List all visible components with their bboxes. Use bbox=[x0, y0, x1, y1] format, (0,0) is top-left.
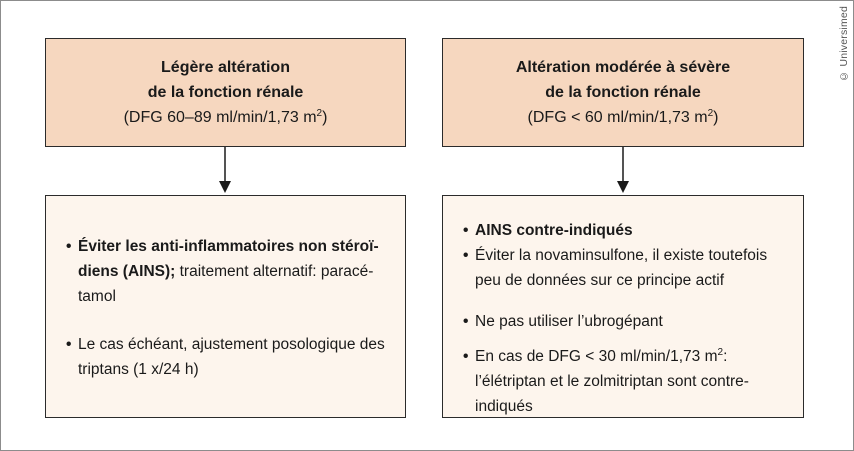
right-item-ubrogepant bbox=[463, 309, 789, 334]
right-item-ains bbox=[463, 218, 789, 243]
right-item-dfg30-post: : l’élétriptan et le zolmitriptan sont contre-indiqués bbox=[475, 348, 749, 415]
left-header-box bbox=[45, 38, 406, 147]
right-header-line3 bbox=[443, 105, 803, 130]
bullet-icon: • bbox=[463, 313, 469, 330]
right-item-ubrogepant-text: Ne pas utiliser l’ubrogépant bbox=[475, 313, 663, 330]
left-header-close: ) bbox=[322, 109, 328, 126]
left-recommendations-box bbox=[45, 195, 406, 418]
right-down-arrow-icon bbox=[616, 147, 630, 195]
left-item-triptans-text: Le cas échéant, ajustement posologique des triptans (1 x/24 h) bbox=[78, 336, 385, 378]
bullet-icon: • bbox=[463, 222, 469, 239]
right-header-line1: Altération modérée à sévère bbox=[515, 59, 731, 76]
right-header-box bbox=[442, 38, 804, 147]
right-item-dfg30-pre: En cas de DFG < 30 ml/min/1,73 m bbox=[475, 348, 718, 365]
bullet-icon: • bbox=[463, 348, 469, 365]
right-header-sup: 2 bbox=[707, 108, 714, 119]
left-header-line1: Légère altération bbox=[161, 59, 290, 76]
right-header-dfg: (DFG < 60 ml/min/1,73 m bbox=[527, 109, 708, 126]
bullet-icon: • bbox=[66, 238, 72, 255]
left-item-nsaid-bold: Éviter les anti-inflammatoires non stéroï-diens (AINS); bbox=[78, 238, 379, 280]
right-item-dfg30-sup: 2 bbox=[717, 347, 724, 358]
left-header-sup: 2 bbox=[316, 108, 323, 119]
left-header-line3 bbox=[46, 105, 405, 130]
bullet-icon: • bbox=[463, 247, 469, 264]
bullet-icon: • bbox=[66, 336, 72, 353]
right-item-novaminsulfone-text: Éviter la novaminsulfone, il existe toutefois peu de données sur ce principe actif bbox=[475, 247, 768, 289]
left-header-line2: de la fonction rénale bbox=[147, 84, 304, 101]
right-item-ains-bold: AINS contre-indiqués bbox=[475, 222, 633, 239]
right-header-line2: de la fonction rénale bbox=[545, 84, 701, 101]
left-item-nsaid-text: traitement alternatif: paracé-tamol bbox=[78, 263, 374, 305]
left-down-arrow-icon bbox=[218, 147, 232, 195]
left-item-nsaid bbox=[66, 234, 391, 309]
left-item-triptans bbox=[66, 332, 391, 382]
copyright-notice: © Universimed bbox=[838, 6, 850, 82]
right-header-close: ) bbox=[713, 109, 719, 126]
right-item-novaminsulfone bbox=[463, 243, 789, 293]
left-header-dfg: (DFG 60–89 ml/min/1,73 m bbox=[123, 109, 317, 126]
right-recommendations-box bbox=[442, 195, 804, 418]
right-item-dfg30 bbox=[463, 344, 789, 419]
